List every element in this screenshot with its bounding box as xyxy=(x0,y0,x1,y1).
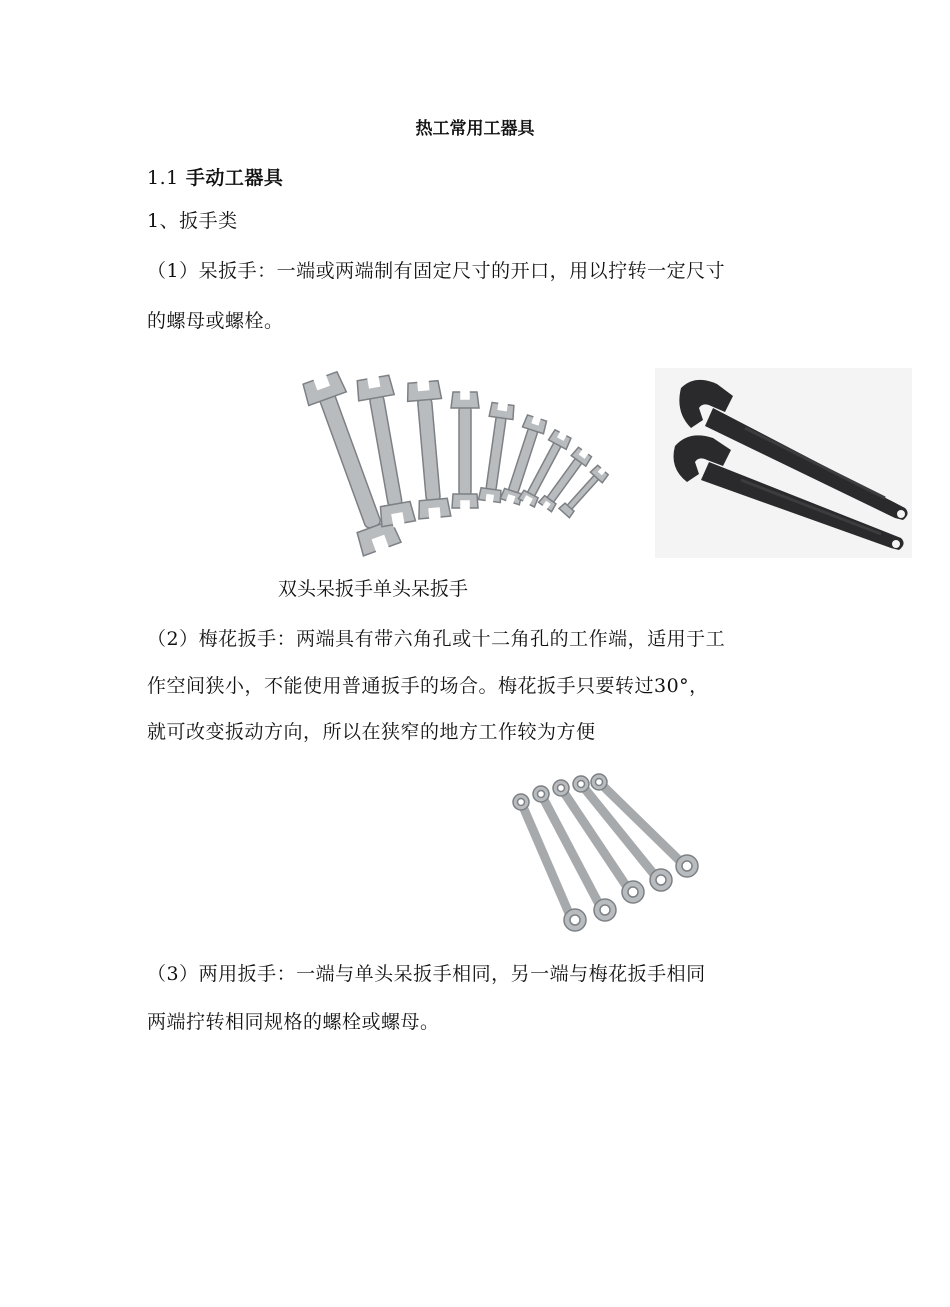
section-title: 手动工器具 xyxy=(185,167,284,189)
section-heading xyxy=(147,163,283,190)
paragraph-line: （2）梅花扳手：两端具有带六角孔或十二角孔的工作端，适用于工 xyxy=(147,628,726,650)
paragraph-line: 的螺母或螺栓。 xyxy=(147,310,284,332)
figure-caption: 双头呆扳手单头呆扳手 xyxy=(278,578,469,600)
page-title: 热工常用工器具 xyxy=(415,119,535,139)
paragraph-line: （1）呆扳手：一端或两端制有固定尺寸的开口，用以拧转一定尺寸 xyxy=(147,260,726,282)
box-end-wrench-image xyxy=(505,770,705,940)
paragraph-line: 就可改变扳动方向，所以在狭窄的地方工作较为方便 xyxy=(147,721,596,743)
single-open-end-wrench-image xyxy=(655,368,912,558)
subsection-heading: 1、扳手类 xyxy=(147,210,238,232)
paragraph-line: 两端拧转相同规格的螺栓或螺母。 xyxy=(147,1011,440,1033)
paragraph-line: 作空间狭小，不能使用普通扳手的场合。梅花扳手只要转过30°， xyxy=(147,675,709,697)
section-number: 1.1 xyxy=(147,167,179,189)
double-open-end-wrench-image xyxy=(285,368,615,563)
paragraph-line: （3）两用扳手：一端与单头呆扳手相同，另一端与梅花扳手相同 xyxy=(147,963,706,985)
